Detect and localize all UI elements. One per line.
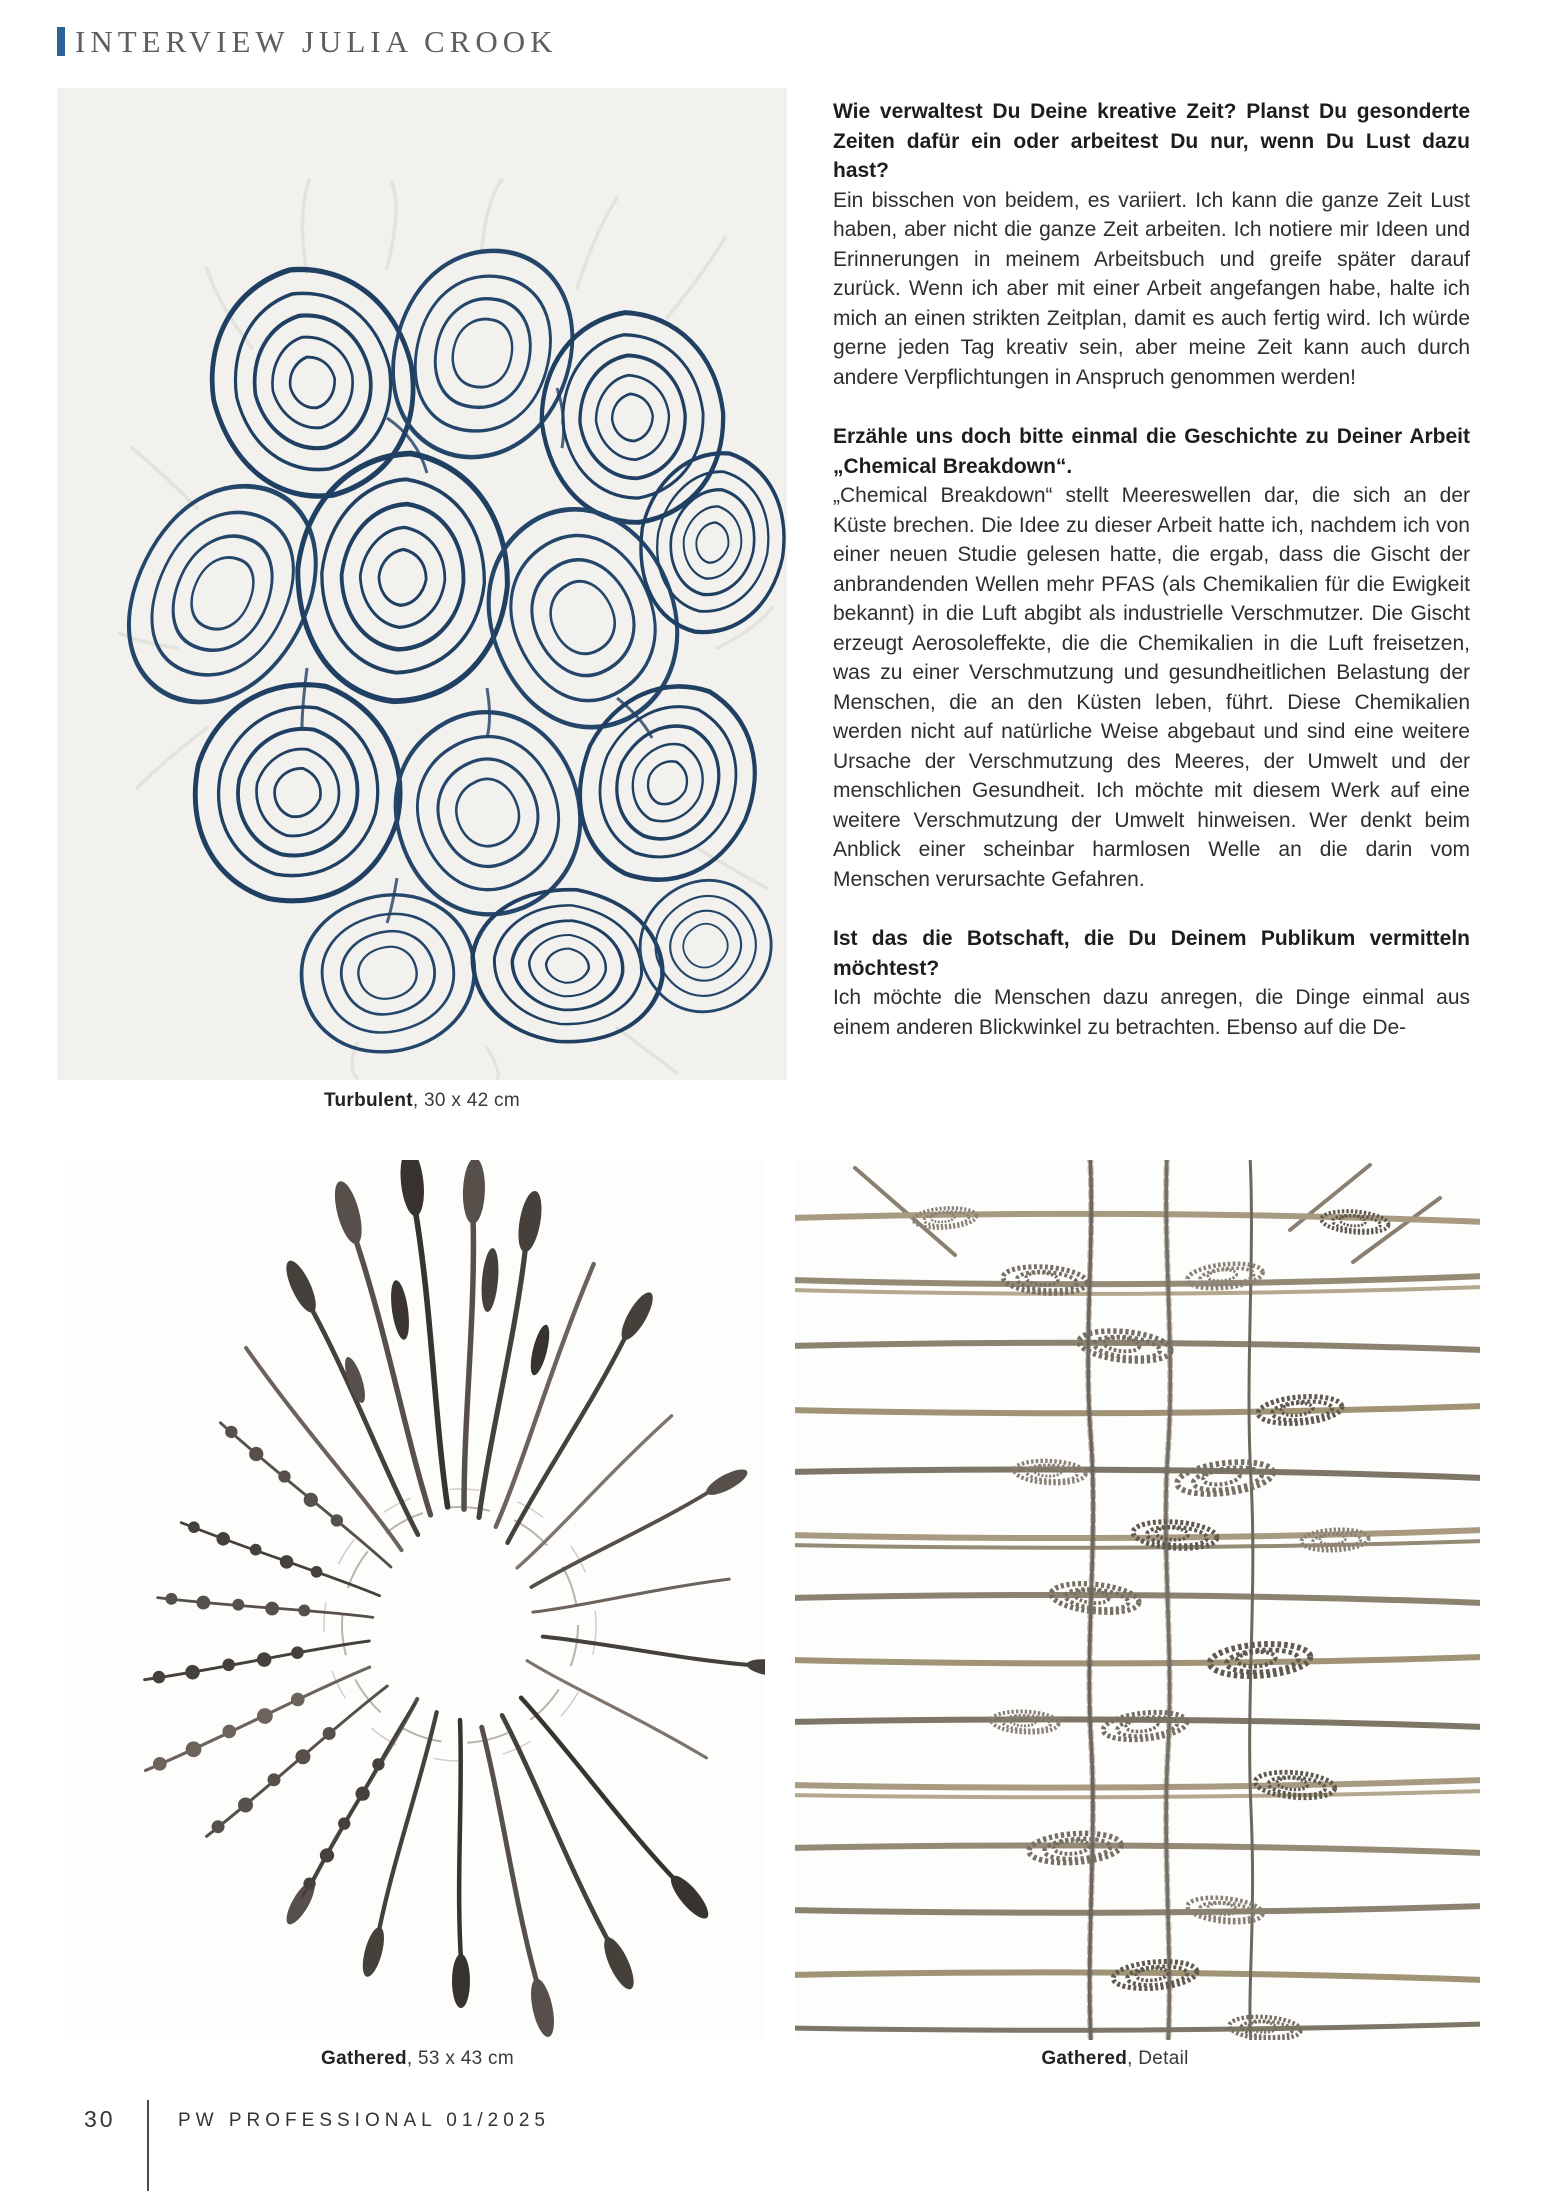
answer-3: Ich möchte die Menschen dazu anregen, die Dinge einmal aus einem anderen Blickwinkel zu betrachten. Ebenso auf die De-: [833, 986, 1470, 1039]
answer-2: „Chemical Breakdown“ stellt Meereswellen dar, die sich an der Küste brechen. Die Idee zu dieser Arbeit hatte ich, nachdem ich von einer neuen Studie gelesen hatte, die ergab, dass die Gischt der anbrandenden Wellen mehr PFAS (als Chemikalien für die Ewigkeit bekannt) in die Luft abgibt als industrielle Verschmutzer. Die Gischt erzeugt Aerosoleffekte, die die Chemikalien in die Luft freisetzen, was zu einer Verschmutzung und gesundheitlichen Belastung der Menschen, die an den Küsten leben, führt. Diese Chemikalien werden nicht auf natürliche Weise abgebaut und sind eine weitere Ursache der Verschmutzung des Meeres, der Umwelt und der menschlichen Gesundheit. Ich möchte mit diesem Werk auf eine weitere Verschmutzung der Umwelt hinweisen. Wer denkt beim Anblick einer scheinbar harmlosen Welle an die darin vom Menschen verursachte Gefahren.: [833, 484, 1470, 891]
caption-gathered-details: , 53 x 43 cm: [406, 2048, 514, 2069]
interview-text-column: [833, 97, 1470, 1042]
question-3: Ist das die Botschaft, die Du Deinem Publikum vermitteln möchtest?: [833, 927, 1470, 980]
caption-turbulent: [57, 1090, 787, 1112]
caption-gathered-detail: [795, 2048, 1435, 2070]
turbulent-thread-art-image: [57, 88, 787, 1080]
question-1: Wie verwaltest Du Deine kreative Zeit? Planst Du gesonderte Zeiten dafür ein oder arbeitest Du nur, wenn Du Lust dazu hast?: [833, 100, 1470, 182]
question-2: Erzähle uns doch bitte einmal die Geschichte zu Deiner Arbeit „Chemical Breakdown“.: [833, 425, 1470, 478]
caption-gathered: [70, 2048, 765, 2070]
footer-page-number: 30: [84, 2106, 116, 2132]
page-header: [57, 26, 558, 57]
caption-gathered-detail-title: Gathered: [1041, 2048, 1128, 2069]
page-title: INTERVIEW JULIA CROOK: [75, 24, 558, 59]
gathered-detail-art-image: [795, 1160, 1480, 2040]
artwork-turbulent-photo: [57, 88, 787, 1080]
footer-divider-line: [147, 2100, 149, 2191]
artwork-gathered-photo: [70, 1160, 765, 2040]
artwork-gathered-detail-photo: [795, 1160, 1480, 2040]
answer-1: Ein bisschen von beidem, es variiert. Ich kann die ganze Zeit Lust haben, aber nicht die ganze Zeit arbeiten. Ich notiere mir Ideen und Erinnerungen in meinem Arbeitsbuch und greife später darauf zurück. Wenn ich aber mit einer Arbeit angefangen habe, halte ich mich an einen strikten Zeitplan, damit es auch fertig wird. Ich würde gerne jeden Tag kreativ sein, aber meine Zeit kann auch durch andere Verpflichtungen in Anspruch genommen werden!: [833, 188, 1470, 389]
caption-gathered-detail-details: , Detail: [1127, 2048, 1189, 2069]
caption-turbulent-details: , 30 x 42 cm: [412, 1090, 520, 1111]
caption-turbulent-title: Turbulent: [324, 1090, 413, 1111]
footer-magazine-title: PW PROFESSIONAL 01/2025: [178, 2110, 550, 2131]
caption-gathered-title: Gathered: [321, 2048, 407, 2069]
header-accent-bar: [57, 27, 65, 56]
gathered-radial-art-image: [70, 1160, 765, 2040]
